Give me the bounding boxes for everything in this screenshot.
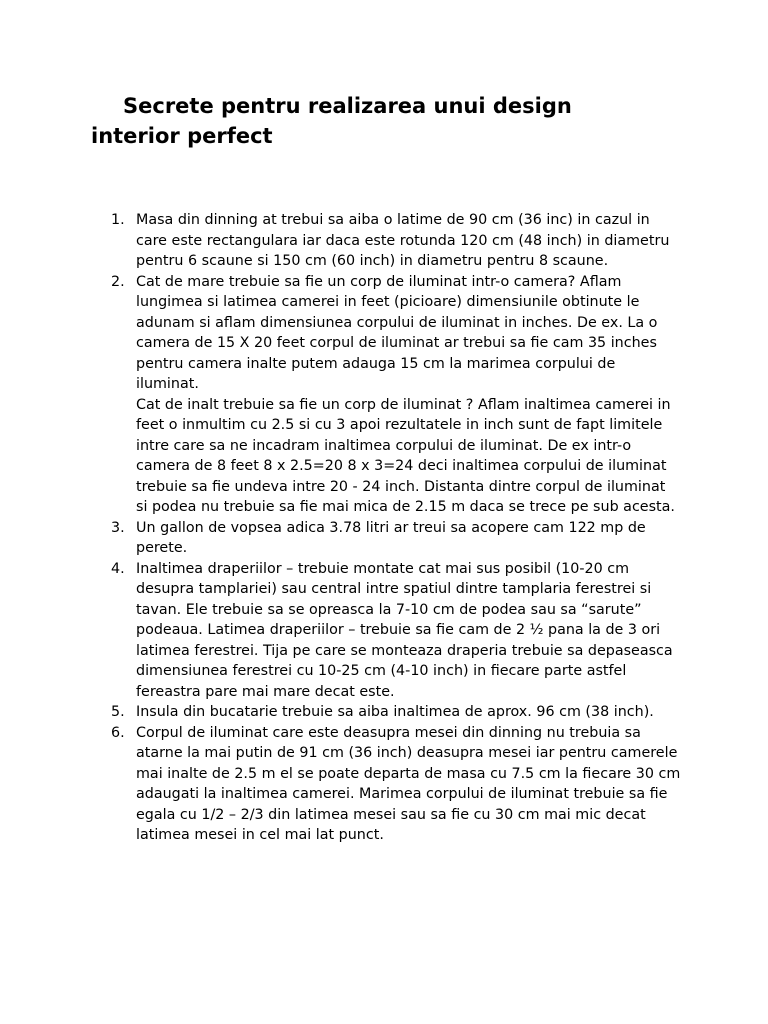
list-item [111,559,681,703]
list-item-text: Cat de mare trebuie sa fie un corp de iluminat intr-o camera? Aflam lungimea si latimea camerei in feet (picioare) dimensiunile obtinute le adunam si aflam dimensiunea corpului de iluminat in inches. De ex. La o camera de 15 X 20 feet corpul de iluminat ar trebui sa fie cam 35 inches pentru camera inalte putem adauga 15 cm la marimea corpului de iluminat. [136,273,658,392]
tips-list [111,210,681,846]
list-item-number: 2. [111,273,125,290]
list-item [111,702,681,723]
list-item [111,272,681,518]
list-item-number: 4. [111,560,125,577]
list-item-number: 6. [111,724,125,741]
list-item [111,210,681,272]
list-item-text: Corpul de iluminat care este deasupra mesei din dinning nu trebuia sa atarne la mai putin de 91 cm (36 inch) deasupra mesei iar pentru camerele mai inalte de 2.5 m el se poate departa de masa cu 7.5 cm la fiecare 30 cm adaugati la inaltimea camerei. Marimea corpului de iluminat trebuie sa fie egala cu 1/2 – 2/3 din latimea mesei sau sa fie cu 30 cm mai mic decat latimea mesei in cel mai lat punct. [136,724,681,843]
list-item-number: 1. [111,212,125,228]
list-item-number: 3. [111,519,125,536]
list-item-text: Cat de inalt trebuie sa fie un corp de iluminat ? Aflam inaltimea camerei in feet o inmultim cu 2.5 si cu 3 apoi rezultatele in inch sunt de fapt limitele intre care sa ne incadram inaltimea corpului de iluminat. De ex intr-o camera de 8 feet 8 x 2.5=20 8 x 3=24 deci inaltimea corpului de iluminat trebuie sa fie undeva intre 20 - 24 inch. Distanta dintre corpul de iluminat si podea nu trebuie sa fie mai mica de 2.15 m daca se trece pe sub acesta. [136,396,675,515]
list-item-text: Insula din bucatarie trebuie sa aiba inaltimea de aprox. 96 cm (38 inch). [136,704,654,720]
list-item [111,723,681,846]
document-title: Secrete pentru realizarea unui design interior perfect [91,94,572,148]
list-item-text: Un gallon de vopsea adica 3.78 litri ar treui sa acopere cam 122 mp de perete. [136,519,646,556]
list-item [111,518,681,559]
list-item-number: 5. [111,704,125,720]
list-item-text: Inaltimea draperiilor – trebuie montate cat mai sus posibil (10-20 cm desupra tamplariei) sau central intre spatiul dintre tamplaria ferestrei si tavan. Ele trebuie sa se opreasca la 7-10 cm de podea sau sa “sarute” podeaua. Latimea draperiilor – trebuie sa fie cam de 2 ½ pana la de 3 ori latimea ferestrei. Tija pe care se monteaza draperia trebuie sa depaseasca dimensiunea ferestrei cu 10-25 cm (4-10 inch) in fiecare parte astfel fereastra pare mai mare decat este. [136,560,673,700]
list-item-text: Masa din dinning at trebui sa aiba o latime de 90 cm (36 inc) in cazul in care este rectangulara iar daca este rotunda 120 cm (48 inch) in diametru pentru 6 scaune si 150 cm (60 inch) in diametru pentru 8 scaune. [136,212,670,269]
